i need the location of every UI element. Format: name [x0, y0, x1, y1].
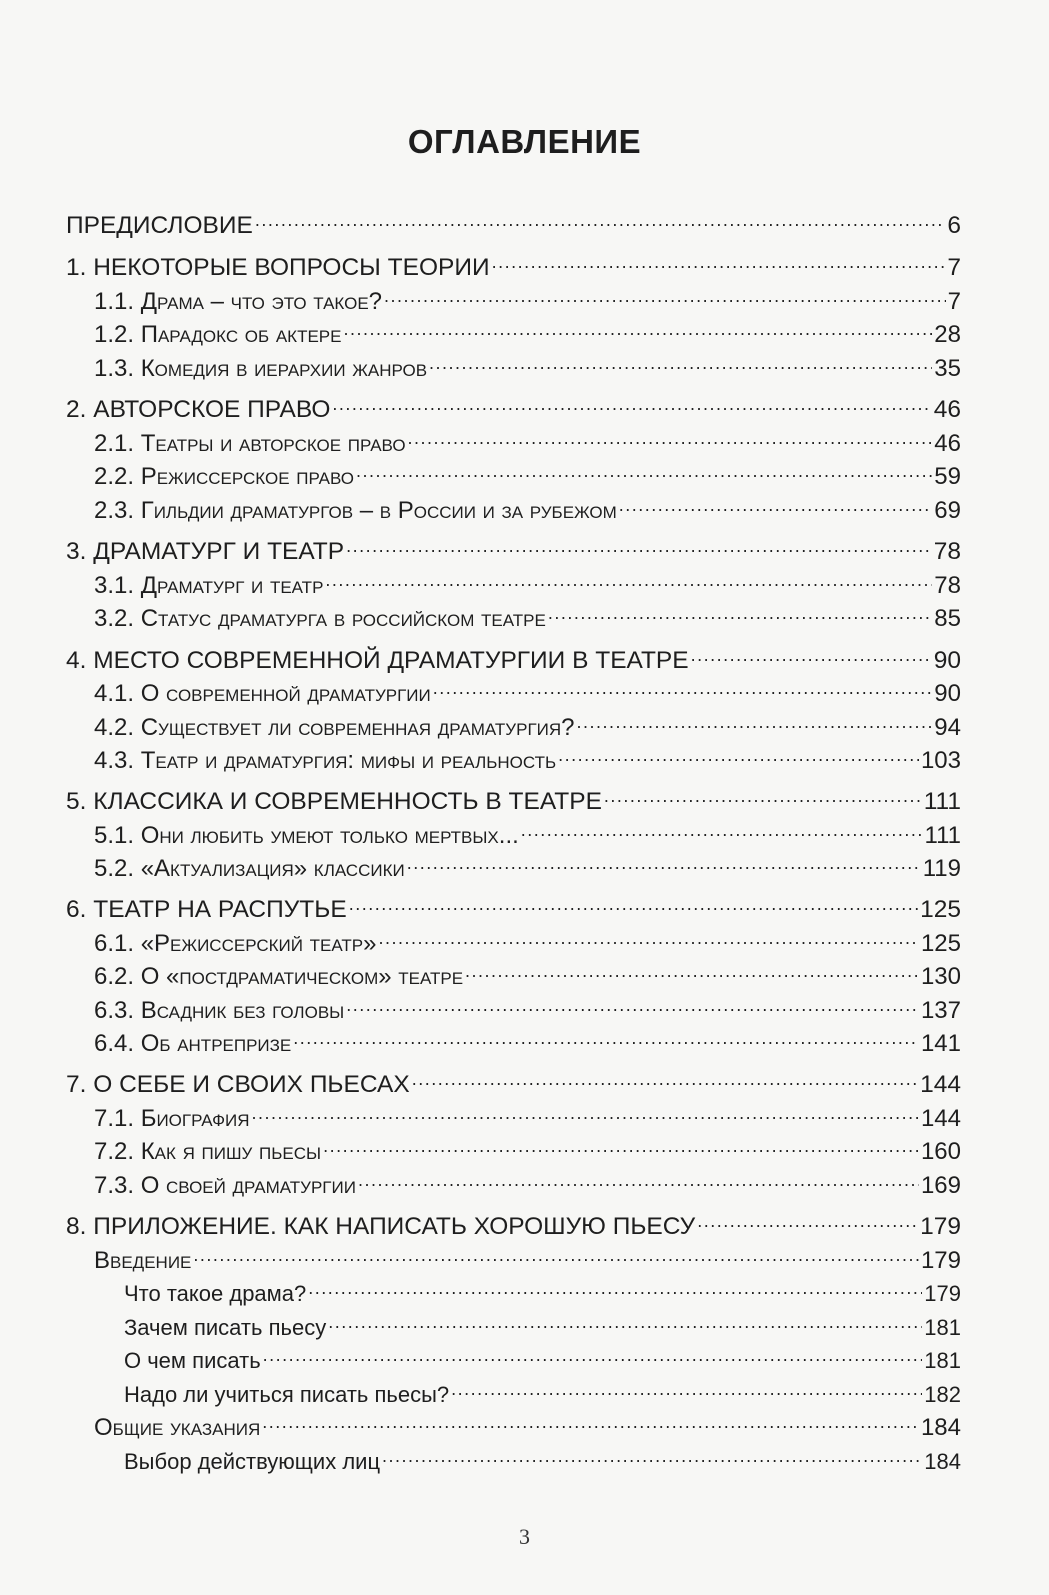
dot-leader: [293, 1019, 919, 1051]
dot-leader: [356, 452, 932, 484]
toc-page-number: 94: [934, 714, 961, 741]
toc-entry-section-1-2[interactable]: [94, 310, 961, 348]
toc-page-number: 28: [934, 321, 961, 348]
toc-entry-label: 4.2. Существует ли современная драматургия?: [94, 714, 575, 741]
dot-leader: [604, 777, 922, 809]
toc-entry-chapter-4[interactable]: [66, 636, 961, 674]
toc-entry-section-2-1[interactable]: [94, 419, 961, 457]
dot-leader: [697, 1202, 918, 1234]
toc-entry-label: 1. НЕКОТОРЫЕ ВОПРОСЫ ТЕОРИИ: [66, 254, 490, 281]
toc-entry-label: 2. АВТОРСКОЕ ПРАВО: [66, 396, 331, 423]
toc-page-number: 160: [920, 1138, 961, 1165]
toc-entry-label: Введение: [94, 1247, 192, 1274]
dot-leader: [521, 811, 923, 843]
toc-page-number: 184: [924, 1449, 961, 1474]
toc-entry-section-6-3[interactable]: [94, 986, 961, 1024]
toc-page-number: 184: [920, 1414, 961, 1441]
toc-entry-subsection[interactable]: [124, 1437, 961, 1474]
toc-page-number: 35: [934, 355, 961, 382]
dot-leader: [429, 344, 932, 376]
dot-leader: [252, 1094, 919, 1126]
dot-leader: [407, 844, 921, 876]
dot-leader: [332, 385, 931, 417]
toc-entry-label: 5. КЛАССИКА И СОВРЕМЕННОСТЬ В ТЕАТРЕ: [66, 788, 602, 815]
toc-entry-label: Общие указания: [94, 1414, 261, 1441]
toc-page-number: 111: [923, 788, 961, 815]
toc-entry-introduction[interactable]: [94, 1236, 961, 1274]
toc-page-number: 125: [920, 896, 961, 923]
toc-page-number: 181: [924, 1348, 961, 1373]
toc-entry-section-2-2[interactable]: [94, 452, 961, 490]
toc-entry-chapter-5[interactable]: [66, 777, 961, 815]
toc-entry-label: 2.1. Театры и авторское право: [94, 430, 406, 457]
dot-leader: [558, 736, 919, 768]
toc-entry-section-2-3[interactable]: [94, 486, 961, 524]
toc-entry-label: Выбор действующих лиц: [124, 1449, 381, 1474]
toc-entry-label: 3. ДРАМАТУРГ И ТЕАТР: [66, 538, 345, 565]
dot-leader: [346, 527, 932, 559]
dot-leader: [691, 636, 932, 668]
page-title: ОГЛАВЛЕНИЕ: [407, 123, 642, 160]
toc-page-number: 90: [934, 680, 961, 707]
toc-page-number: 103: [920, 747, 961, 774]
toc-entry-section-5-1[interactable]: [94, 811, 961, 849]
toc-page-number: 179: [920, 1213, 961, 1240]
toc-entry-label: ПРЕДИСЛОВИЕ: [66, 212, 253, 239]
toc-entry-label: Что такое драма?: [124, 1281, 307, 1306]
toc-page-number: 59: [934, 463, 961, 490]
toc-page-number: 125: [920, 930, 961, 957]
toc-entry-label: 7. О СЕБЕ И СВОИХ ПЬЕСАХ: [66, 1071, 410, 1098]
dot-leader: [548, 594, 932, 626]
toc-entry-section-7-2[interactable]: [94, 1127, 961, 1165]
toc-page-number: 144: [920, 1105, 961, 1132]
toc-entry-label: 7.2. Как я пишу пьесы: [94, 1138, 322, 1165]
toc-entry-label: 4.1. О современной драматургии: [94, 680, 431, 707]
dot-leader: [433, 669, 933, 701]
dot-leader: [323, 1127, 919, 1159]
dot-leader: [263, 1336, 923, 1368]
toc-entry-label: 5.1. Они любить умеют только мертвых...: [94, 822, 519, 849]
toc-entry-section-7-3[interactable]: [94, 1161, 961, 1199]
toc-entry-label: 4. МЕСТО СОВРЕМЕННОЙ ДРАМАТУРГИИ В ТЕАТРЕ: [66, 647, 689, 674]
dot-leader: [451, 1370, 922, 1402]
toc-page-number: 144: [920, 1071, 961, 1098]
toc-entry-section-3-1[interactable]: [94, 561, 961, 599]
toc-entry-subsection[interactable]: [124, 1269, 961, 1306]
toc-entry-subsection[interactable]: [124, 1336, 961, 1373]
toc-page-number: 90: [933, 647, 961, 674]
toc-entry-chapter-1[interactable]: [66, 243, 961, 281]
toc-entry-label: 6. ТЕАТР НА РАСПУТЬЕ: [66, 896, 347, 923]
toc-entry-section-4-3[interactable]: [94, 736, 961, 774]
toc-page-number: 179: [920, 1247, 961, 1274]
toc-entry-label: 1.2. Парадокс об актере: [94, 321, 342, 348]
dot-leader: [349, 885, 918, 917]
toc-entry-chapter-7[interactable]: [66, 1060, 961, 1098]
toc-entry-section-6-4[interactable]: [94, 1019, 961, 1057]
toc-entry-subsection[interactable]: [124, 1303, 961, 1340]
dot-leader: [325, 561, 932, 593]
toc-page-number: 6: [947, 212, 961, 239]
toc-page-number: 179: [924, 1281, 961, 1306]
toc-entry-section-3-2[interactable]: [94, 594, 961, 632]
toc-entry-label: Зачем писать пьесу: [124, 1315, 327, 1340]
toc-entry-general-guidelines[interactable]: [94, 1403, 961, 1441]
toc-entry-label: 8. ПРИЛОЖЕНИЕ. КАК НАПИСАТЬ ХОРОШУЮ ПЬЕСУ: [66, 1213, 696, 1240]
toc-page-number: 46: [933, 396, 961, 423]
toc-entry-label: 1.1. Драма – что это такое?: [94, 288, 383, 315]
toc-entry-chapter-6[interactable]: [66, 885, 961, 923]
toc-page-number: 111: [924, 822, 961, 849]
toc-entry-label: 2.2. Режиссерское право: [94, 463, 354, 490]
toc-entry-label: 6.1. «Режиссерский театр»: [94, 930, 377, 957]
toc-entry-chapter-3[interactable]: [66, 527, 961, 565]
toc-entry-label: 7.1. Биография: [94, 1105, 250, 1132]
dot-leader: [577, 703, 933, 735]
toc-page-number: 169: [920, 1172, 961, 1199]
toc-entry-chapter-2[interactable]: [66, 385, 961, 423]
toc-page-number: 119: [922, 855, 961, 882]
dot-leader: [619, 486, 933, 518]
toc-entry-subsection[interactable]: [124, 1370, 961, 1407]
dot-leader: [308, 1269, 922, 1301]
toc-page-number: 78: [934, 572, 961, 599]
dot-leader: [384, 277, 946, 309]
dot-leader: [262, 1403, 919, 1435]
toc-entry-label: 1.3. Комедия в иерархии жанров: [94, 355, 428, 382]
page-number: 3: [519, 1524, 530, 1549]
toc-page-number: 141: [920, 1030, 961, 1057]
toc-entry-section-7-1[interactable]: [94, 1094, 961, 1132]
toc-entry-label: 7.3. О своей драматургии: [94, 1172, 356, 1199]
toc-entry-section-5-2[interactable]: [94, 844, 961, 882]
toc-entry-label: 2.3. Гильдии драматургов – в России и за рубежом: [94, 497, 617, 524]
dot-leader: [492, 243, 946, 275]
dot-leader: [378, 919, 919, 951]
dot-leader: [465, 952, 919, 984]
dot-leader: [408, 419, 933, 451]
dot-leader: [343, 310, 932, 342]
toc-entry-label: 6.3. Всадник без головы: [94, 997, 345, 1024]
toc-page-number: 7: [947, 254, 961, 281]
dot-leader: [255, 201, 946, 233]
dot-leader: [382, 1437, 922, 1469]
toc-entry-section-6-2[interactable]: [94, 952, 961, 990]
toc-entry-section-1-3[interactable]: [94, 344, 961, 382]
dot-leader: [346, 986, 919, 1018]
toc-entry-section-4-1[interactable]: [94, 669, 961, 707]
toc-page-number: 130: [920, 963, 961, 990]
toc-page-number: 46: [934, 430, 961, 457]
toc-entry-label: 3.1. Драматург и театр: [94, 572, 324, 599]
dot-leader: [193, 1236, 919, 1268]
dot-leader: [412, 1060, 918, 1092]
toc-entry-label: 6.2. О «постдраматическом» театре: [94, 963, 464, 990]
toc-page-number: 137: [920, 997, 961, 1024]
toc-entry-preface[interactable]: [66, 201, 961, 239]
toc-entry-label: 5.2. «Актуализация» классики: [94, 855, 405, 882]
toc-entry-label: 6.4. Об антрепризе: [94, 1030, 292, 1057]
toc-page-number: 182: [924, 1382, 961, 1407]
toc-page-number: 85: [934, 605, 961, 632]
toc-entry-label: 3.2. Статус драматурга в российском театре: [94, 605, 546, 632]
toc-page-number: 7: [947, 288, 961, 315]
toc-page-number: 181: [924, 1315, 961, 1340]
toc-page-number: 69: [934, 497, 961, 524]
toc-entry-section-6-1[interactable]: [94, 919, 961, 957]
toc-entry-chapter-8[interactable]: [66, 1202, 961, 1240]
toc-entry-label: 4.3. Театр и драматургия: мифы и реальность: [94, 747, 557, 774]
dot-leader: [328, 1303, 922, 1335]
dot-leader: [358, 1161, 919, 1193]
toc-entry-section-4-2[interactable]: [94, 703, 961, 741]
toc-entry-section-1-1[interactable]: [94, 277, 961, 315]
toc-entry-label: О чем писать: [124, 1348, 261, 1373]
toc-page-number: 78: [933, 538, 961, 565]
toc-entry-label: Надо ли учиться писать пьесы?: [124, 1382, 450, 1407]
